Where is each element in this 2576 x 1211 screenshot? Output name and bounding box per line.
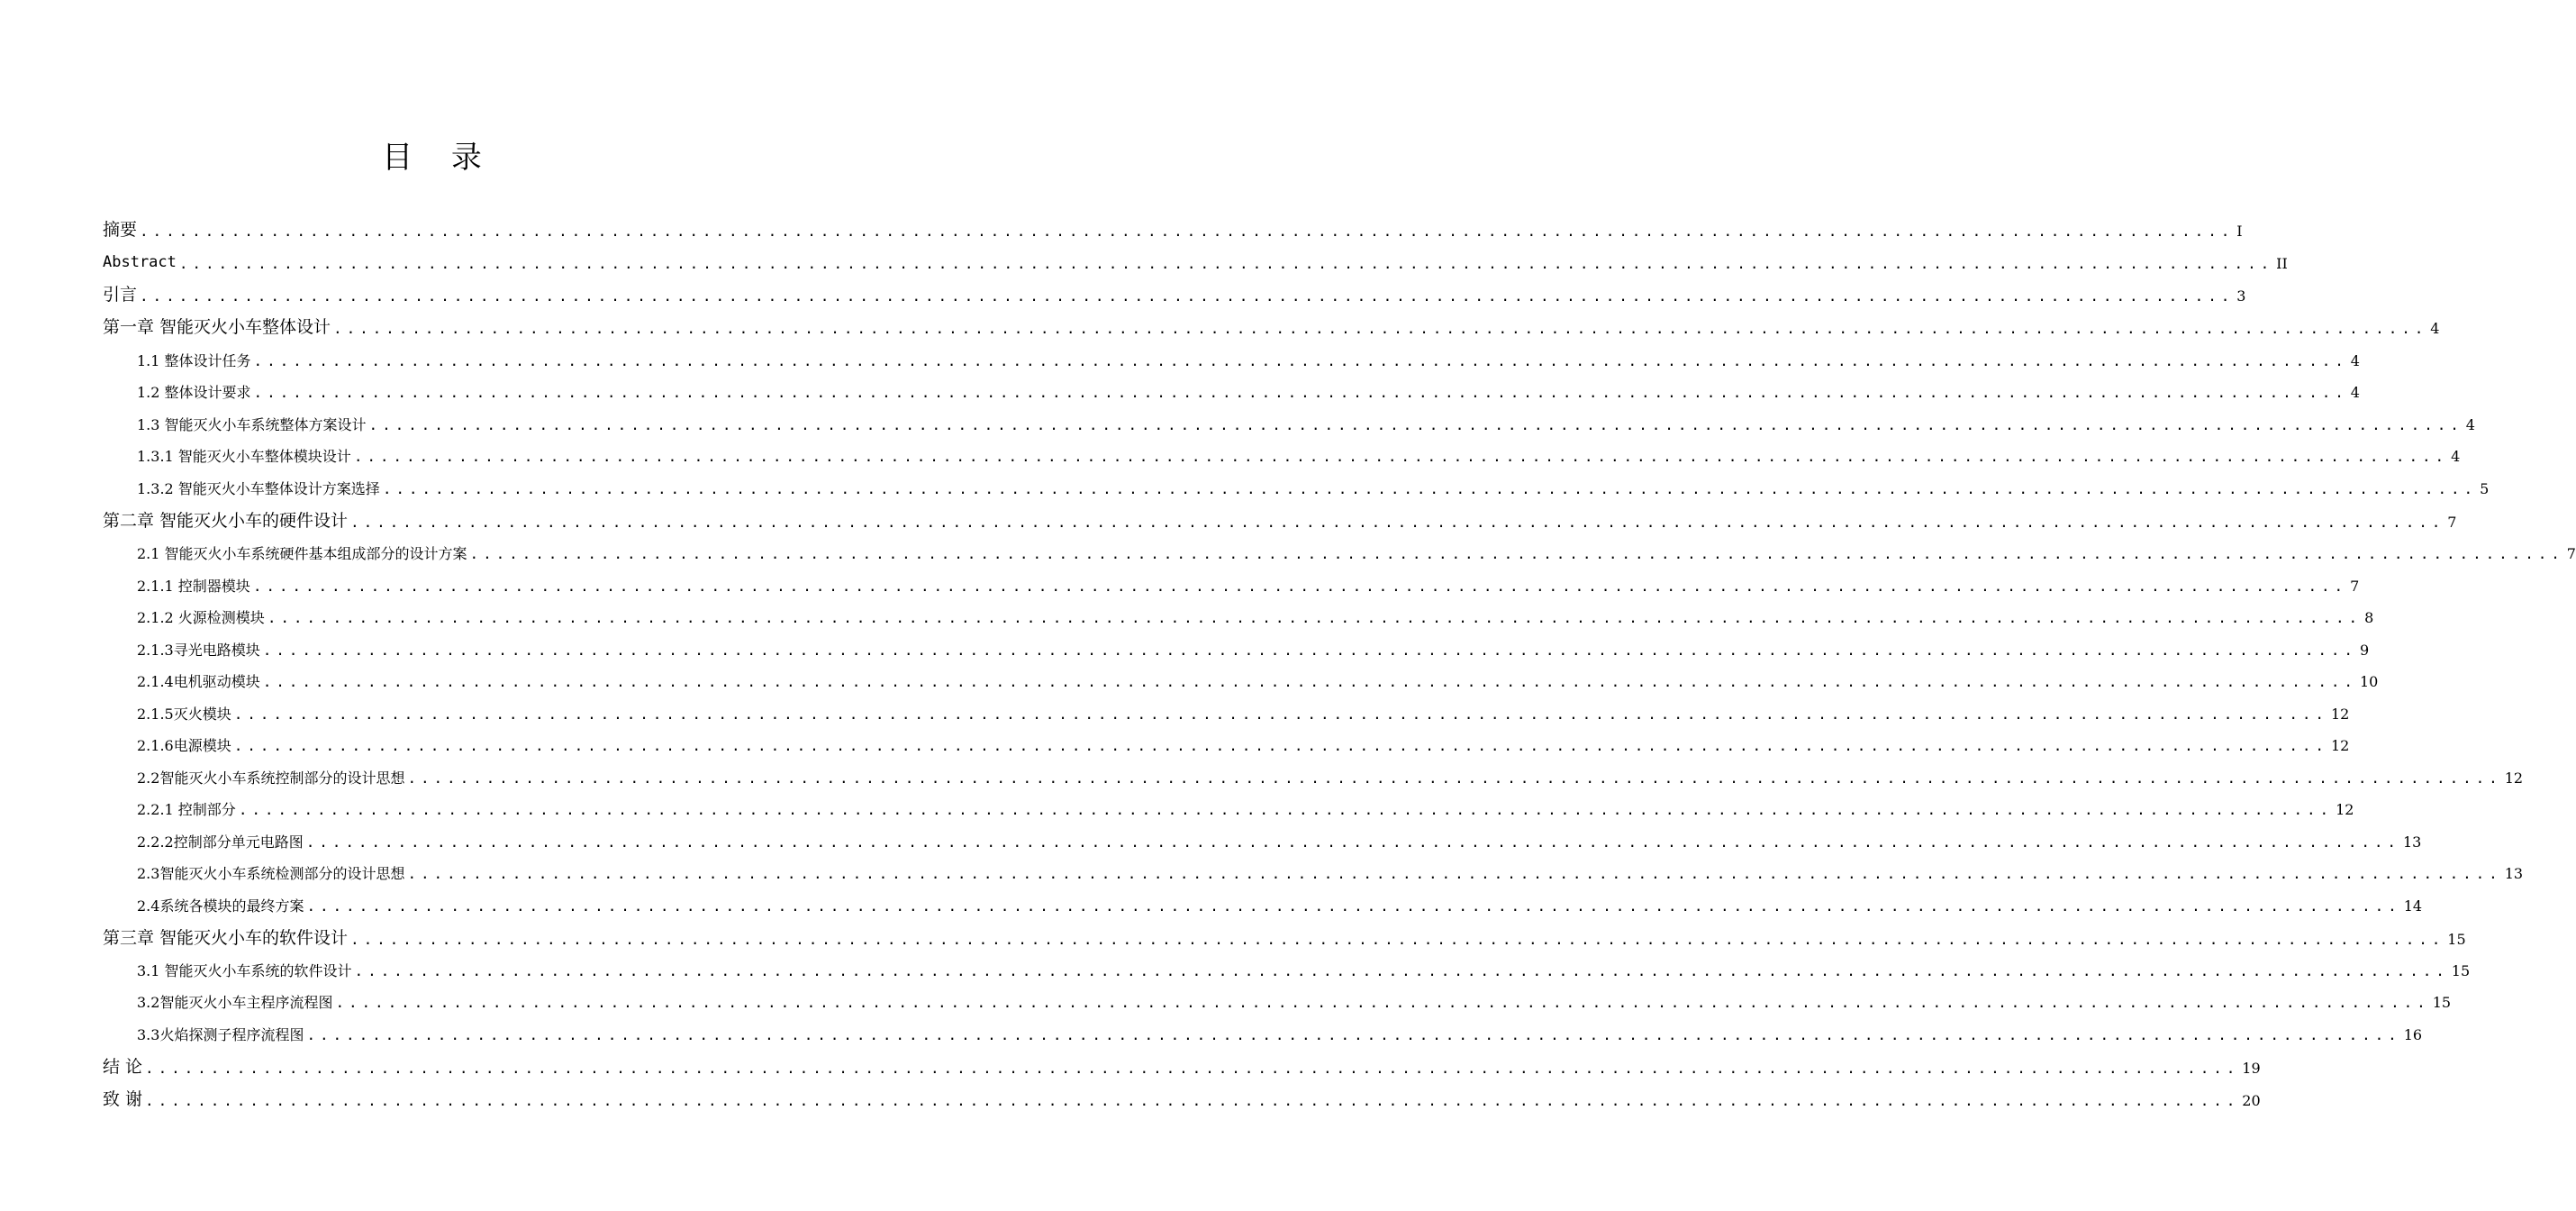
toc-entry-2-1[interactable] bbox=[137, 535, 2576, 562]
dot-leader: ................................................................................................................................................................ bbox=[140, 223, 2235, 240]
toc-page-number: I bbox=[2236, 223, 2243, 240]
toc-entry-label: 2.1 智能灭火小车系统硬件基本组成部分的设计方案 bbox=[137, 545, 467, 562]
toc-entry-conclusion[interactable] bbox=[103, 1050, 2261, 1077]
toc-page-number: 4 bbox=[2430, 320, 2440, 337]
toc-page-number: 4 bbox=[2350, 352, 2360, 369]
toc-entry-label: 2.4系统各模块的最终方案 bbox=[137, 897, 304, 915]
dot-leader: ................................................................................................................................................................ bbox=[306, 897, 2401, 915]
dot-leader: ................................................................................................................................................................ bbox=[178, 255, 2274, 272]
toc-entry-2-2[interactable] bbox=[137, 760, 2524, 787]
toc-page-number: 15 bbox=[2451, 962, 2471, 979]
dot-leader: ................................................................................................................................................................ bbox=[145, 1060, 2240, 1077]
toc-entry-label: 3.3火焰探测子程序流程图 bbox=[137, 1026, 304, 1043]
toc-entry-label: 2.1.5灭火模块 bbox=[137, 706, 231, 723]
dot-leader: ................................................................................................................................................................ bbox=[350, 514, 2445, 531]
toc-entry-label: 1.1 整体设计任务 bbox=[137, 352, 251, 369]
toc-page-number: 10 bbox=[2359, 673, 2379, 690]
toc-entry-label: 引言 bbox=[103, 285, 138, 305]
dot-leader: ................................................................................................................................................................ bbox=[262, 642, 2357, 659]
toc-page-number: 20 bbox=[2242, 1092, 2261, 1109]
toc-entry-label: 2.2.2控制部分单元电路图 bbox=[137, 833, 304, 851]
toc-page-number: 14 bbox=[2403, 897, 2423, 915]
toc-entry-1-3[interactable] bbox=[137, 406, 2475, 433]
dot-leader: ................................................................................................................................................................ bbox=[368, 416, 2463, 433]
dot-leader: ................................................................................................................................................................ bbox=[253, 352, 2348, 369]
toc-entry-2-1-6[interactable] bbox=[137, 727, 2350, 754]
dot-leader: ................................................................................................................................................................ bbox=[333, 320, 2428, 337]
toc-page-number: 3 bbox=[2236, 287, 2246, 305]
toc-entry-2-1-2[interactable] bbox=[137, 599, 2374, 626]
dot-leader: ................................................................................................................................................................ bbox=[233, 737, 2328, 754]
toc-entry-3-3[interactable] bbox=[137, 1016, 2423, 1043]
toc-page-number: 19 bbox=[2242, 1060, 2261, 1077]
toc-entry-2-3[interactable] bbox=[137, 855, 2524, 882]
toc-entry-label: 结 论 bbox=[103, 1057, 143, 1077]
toc-page-number: 12 bbox=[2504, 769, 2524, 787]
toc-entry-label: 2.3智能灭火小车系统检测部分的设计思想 bbox=[137, 865, 405, 882]
dot-leader: ................................................................................................................................................................ bbox=[145, 1092, 2240, 1109]
toc-page-number: 8 bbox=[2364, 609, 2374, 626]
toc-page-number: 12 bbox=[2336, 801, 2354, 818]
toc-entry-label: 1.3.2 智能灭火小车整体设计方案选择 bbox=[137, 480, 380, 497]
dot-leader: ................................................................................................................................................................ bbox=[407, 865, 2502, 882]
toc-page-number: 13 bbox=[2402, 833, 2422, 851]
toc-entry-1-3-1[interactable] bbox=[137, 438, 2461, 465]
dot-leader: ................................................................................................................................................................ bbox=[469, 545, 2564, 562]
dot-leader: ................................................................................................................................................................ bbox=[306, 1026, 2401, 1043]
toc-entry-chapter-2[interactable] bbox=[103, 504, 2457, 531]
toc-entry-label: 3.2智能灭火小车主程序流程图 bbox=[137, 994, 333, 1011]
toc-entry-label: 3.1 智能灭火小车系统的软件设计 bbox=[137, 962, 352, 979]
toc-page-number: 13 bbox=[2504, 865, 2524, 882]
toc-page-number: 7 bbox=[2350, 578, 2360, 595]
toc-entry-3-1[interactable] bbox=[137, 952, 2471, 979]
toc-entry-2-1-4[interactable] bbox=[137, 663, 2379, 690]
toc-entry-acknowledgements[interactable] bbox=[103, 1082, 2261, 1109]
toc-entry-label: 第二章 智能灭火小车的硬件设计 bbox=[103, 511, 349, 531]
toc-page-number: 12 bbox=[2330, 737, 2350, 754]
toc-entry-2-2-1[interactable] bbox=[137, 791, 2354, 818]
toc-page-number: 4 bbox=[2465, 416, 2475, 433]
toc-entry-abstract-cn[interactable] bbox=[103, 213, 2243, 240]
toc-entry-2-4[interactable] bbox=[137, 888, 2423, 915]
toc-entry-abstract-en[interactable] bbox=[103, 245, 2288, 272]
dot-leader: ................................................................................................................................................................ bbox=[350, 931, 2445, 948]
toc-page-number: 4 bbox=[2451, 448, 2461, 465]
dot-leader: ................................................................................................................................................................ bbox=[353, 448, 2449, 465]
dot-leader: ................................................................................................................................................................ bbox=[262, 673, 2357, 690]
toc-page-number: 5 bbox=[2480, 480, 2490, 497]
toc-entry-label: 1.3.1 智能灭火小车整体模块设计 bbox=[137, 448, 351, 465]
toc-entry-label: 2.1.2 火源检测模块 bbox=[137, 609, 265, 626]
toc-entry-label: 第三章 智能灭火小车的软件设计 bbox=[103, 928, 349, 948]
toc-entry-introduction[interactable] bbox=[103, 278, 2246, 305]
toc-entry-chapter-1[interactable] bbox=[103, 310, 2440, 337]
toc-entry-2-1-5[interactable] bbox=[137, 696, 2350, 723]
toc-page-number: II bbox=[2276, 255, 2288, 272]
toc-entry-2-2-2[interactable] bbox=[137, 824, 2422, 851]
toc-entry-3-2[interactable] bbox=[137, 984, 2452, 1011]
toc-entry-label: 2.2.1 控制部分 bbox=[137, 801, 236, 818]
toc-entry-label: 2.1.3寻光电路模块 bbox=[137, 642, 260, 659]
dot-leader: ................................................................................................................................................................ bbox=[382, 480, 2478, 497]
dot-leader: ................................................................................................................................................................ bbox=[253, 384, 2348, 401]
dot-leader: ................................................................................................................................................................ bbox=[267, 609, 2363, 626]
toc-page-number: 4 bbox=[2350, 384, 2360, 401]
dot-leader: ................................................................................................................................................................ bbox=[305, 833, 2400, 851]
toc-entry-label: 2.1.1 控制器模块 bbox=[137, 578, 250, 595]
toc-entry-1-2[interactable] bbox=[137, 374, 2360, 401]
toc-entry-label: 1.3 智能灭火小车系统整体方案设计 bbox=[137, 416, 367, 433]
dot-leader: ................................................................................................................................................................ bbox=[354, 962, 2449, 979]
dot-leader: ................................................................................................................................................................ bbox=[238, 801, 2334, 818]
dot-leader: ................................................................................................................................................................ bbox=[252, 578, 2348, 595]
toc-entry-label: Abstract bbox=[103, 253, 177, 271]
toc-entry-2-1-3[interactable] bbox=[137, 632, 2370, 659]
toc-page-number: 15 bbox=[2432, 994, 2452, 1011]
toc-entry-1-1[interactable] bbox=[137, 342, 2360, 369]
toc-page-number: 16 bbox=[2403, 1026, 2423, 1043]
toc-entry-label: 1.2 整体设计要求 bbox=[137, 384, 251, 401]
toc-entry-label: 第一章 智能灭火小车整体设计 bbox=[103, 317, 331, 337]
toc-page-number: 7 bbox=[2447, 514, 2457, 531]
toc-page-number: 7 bbox=[2566, 545, 2576, 562]
toc-entry-label: 2.2智能灭火小车系统控制部分的设计思想 bbox=[137, 769, 405, 787]
toc-entry-label: 致 谢 bbox=[103, 1089, 143, 1109]
toc-page-number: 15 bbox=[2447, 931, 2466, 948]
dot-leader: ................................................................................................................................................................ bbox=[407, 769, 2502, 787]
page-title: 目 录 bbox=[382, 140, 496, 176]
toc-entry-label: 2.1.4电机驱动模块 bbox=[137, 673, 260, 690]
toc-page-number: 9 bbox=[2359, 642, 2370, 659]
dot-leader: ................................................................................................................................................................ bbox=[140, 287, 2235, 305]
toc-entry-label: 2.1.6电源模块 bbox=[137, 737, 231, 754]
toc-page-number: 12 bbox=[2330, 706, 2350, 723]
dot-leader: ................................................................................................................................................................ bbox=[233, 706, 2328, 723]
dot-leader: ................................................................................................................................................................ bbox=[335, 994, 2430, 1011]
toc-entry-label: 摘要 bbox=[103, 220, 138, 240]
toc-entry-chapter-3[interactable] bbox=[103, 921, 2466, 948]
toc-entry-2-1-1[interactable] bbox=[137, 568, 2360, 595]
toc-entry-1-3-2[interactable] bbox=[137, 470, 2490, 497]
